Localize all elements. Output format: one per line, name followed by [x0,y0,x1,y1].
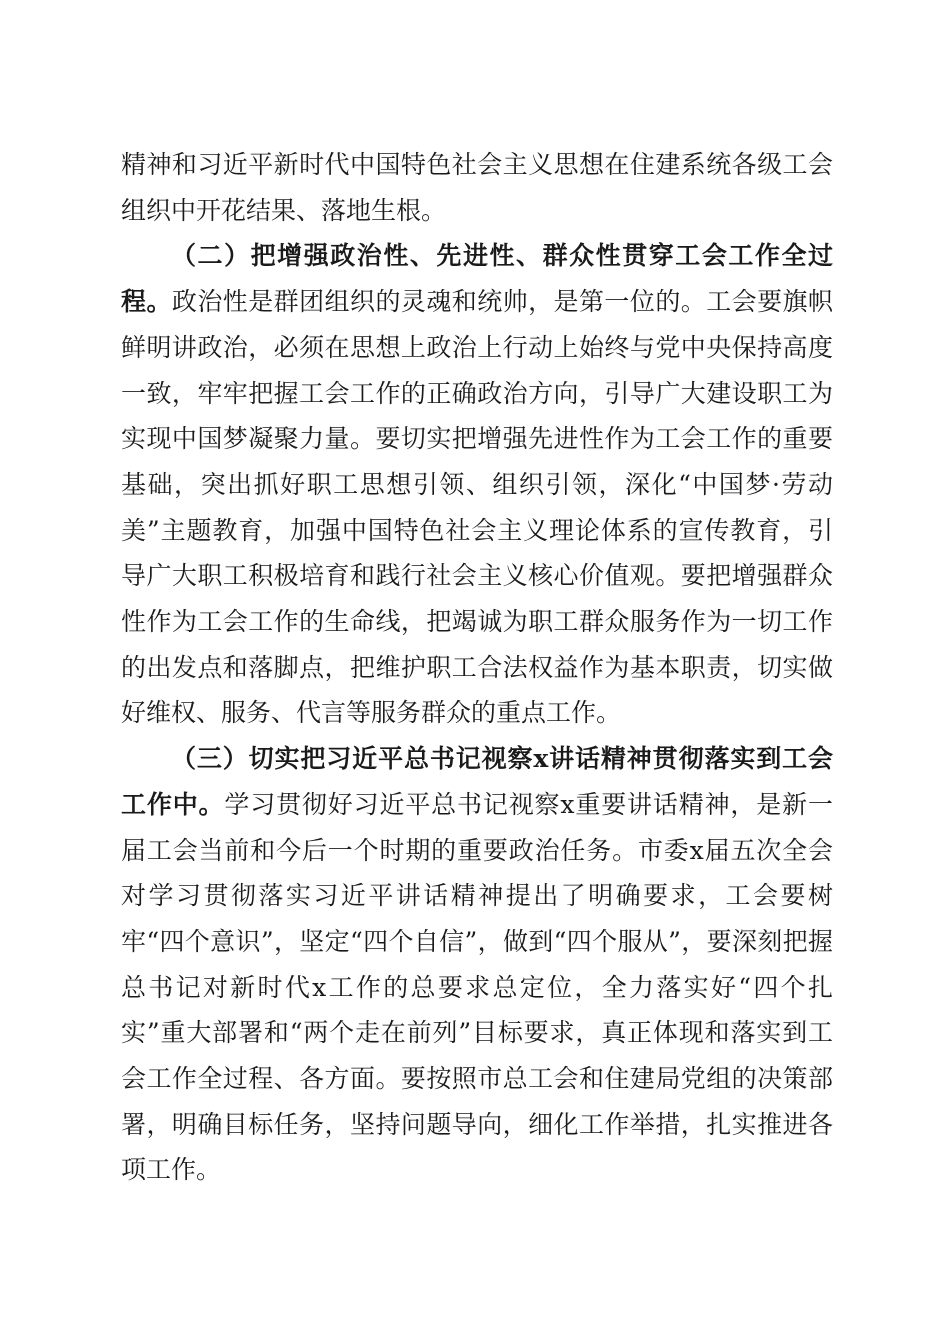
paragraph-body: 精神和习近平新时代中国特色社会主义思想在住建系统各级工会组织中开花结果、落地生根。 [121,150,833,225]
paragraph-body: 学习贯彻好习近平总书记视察x重要讲话精神，是新一届工会当前和今后一个时期的重要政治任务。市委x届五次全会对学习贯彻落实习近平讲话精神提出了明确要求，工会要树牢“四个意识”，坚定“四个自信”，做到“四个服从”，要深刻把握总书记对新时代x工作的总要求总定位，全力落实好“四个扎实”重大部署和“两个走在前列”目标要求，真正体现和落实到工会工作全过程、各方面。要按照市总工会和住建局党组的决策部署，明确目标任务，坚持问题导向，细化工作举措，扎实推进各项工作。 [121,789,833,1185]
paragraph-section-2 [121,233,833,736]
paragraph-section-3 [121,736,833,1193]
document-body [121,142,833,1193]
section-heading: （三）切实把习近平总书记视察x讲话精神贯彻落实到工会工作中。 [121,744,833,819]
section-heading: （二）把增强政治性、先进性、群众性贯穿工会工作全过程。 [121,241,833,317]
paragraph-body: 政治性是群团组织的灵魂和统帅，是第一位的。工会要旗帜鲜明讲政治，必须在思想上政治上行动上始终与党中央保持高度一致，牢牢把握工会工作的正确政治方向，引导广大建设职工为实现中国梦凝聚力量。要切实把增强先进性作为工会工作的重要基础，突出抓好职工思想引领、组织引领，深化“中国梦·劳动美”主题教育，加强中国特色社会主义理论体系的宣传教育，引导广大职工积极培育和践行社会主义核心价值观。要把增强群众性作为工会工作的生命线，把竭诚为职工群众服务作为一切工作的出发点和落脚点，把维护职工合法权益作为基本职责，切实做好维权、服务、代言等服务群众的重点工作。 [121,287,833,728]
paragraph-continuation [121,142,833,233]
